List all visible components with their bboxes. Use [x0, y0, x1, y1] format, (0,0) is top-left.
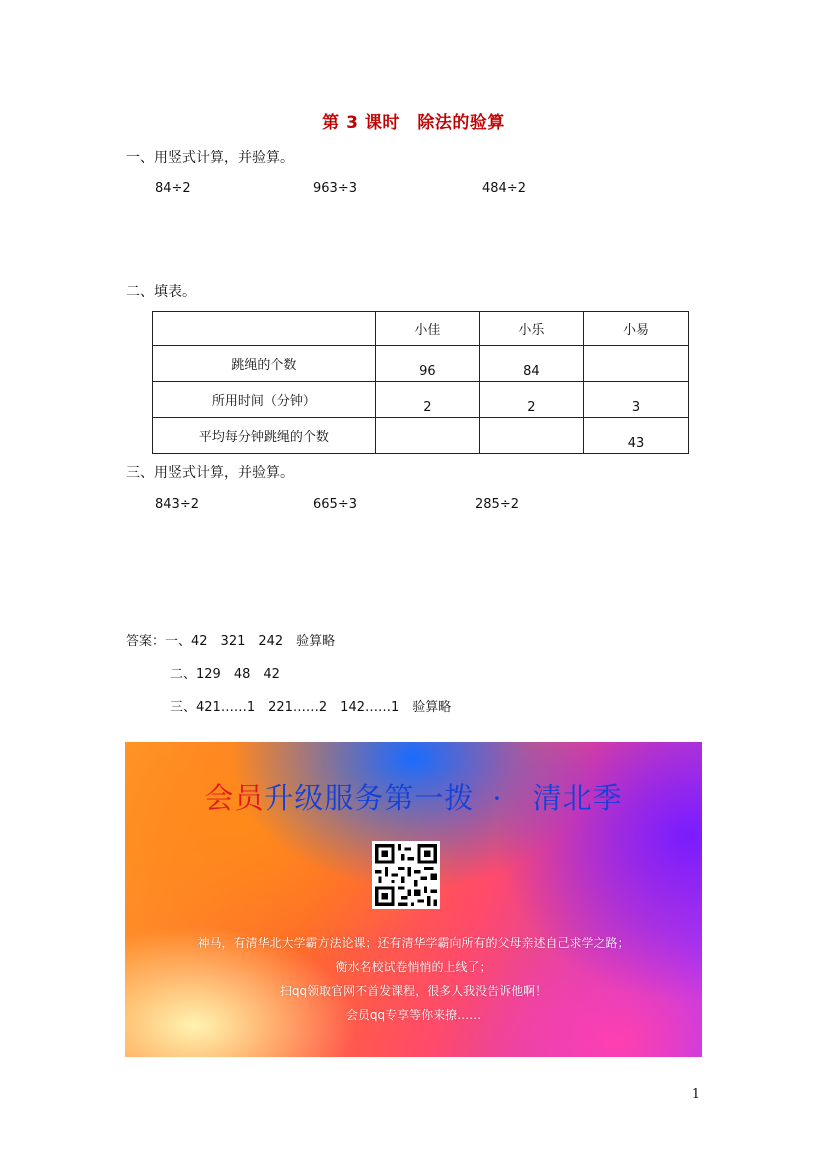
- row-label: 平均每分钟跳绳的个数: [153, 418, 376, 454]
- problem-3-2: 665÷3: [313, 497, 357, 512]
- section-2-heading: 二、填表。: [126, 284, 196, 300]
- qr-code-icon[interactable]: [372, 841, 440, 909]
- banner-title: [125, 776, 702, 817]
- answer-line-3: 三、421……1 221……2 142……1 验算略: [170, 700, 452, 715]
- problem-1-3: 484÷2: [482, 181, 526, 196]
- page-title: 第 3 课时 除法的验算: [322, 113, 505, 133]
- banner-line-2: 衡水名校试卷悄悄的上线了；: [335, 960, 492, 974]
- table-header-xiaoyi: 小易: [583, 312, 688, 346]
- section-3-heading: 三、用竖式计算，并验算。: [126, 465, 294, 481]
- problem-3-3: 285÷2: [475, 497, 519, 512]
- table-cell: 2: [375, 382, 479, 418]
- table-cell: 84: [479, 346, 583, 382]
- section-1-heading: 一、用竖式计算，并验算。: [126, 150, 294, 166]
- banner-title-red: 会员: [204, 781, 265, 815]
- answer-line-1: 答案：一、42 321 242 验算略: [126, 634, 336, 649]
- banner-line-1: 神马，有清华北大学霸方法论课；还有清华学霸向所有的父母亲述自己求学之路；: [197, 936, 630, 950]
- promo-banner[interactable]: [125, 742, 702, 1057]
- row-label: 所用时间（分钟）: [153, 382, 376, 418]
- table-cell-blank: [583, 346, 688, 382]
- answer-line-2: 二、129 48 42: [170, 667, 280, 682]
- table-cell: 96: [375, 346, 479, 382]
- banner-title-blue: 升级服务第一拨: [264, 781, 475, 815]
- data-table: [152, 311, 689, 454]
- table-row: [153, 418, 689, 454]
- table-cell: 43: [583, 418, 688, 454]
- row-label: 跳绳的个数: [153, 346, 376, 382]
- problem-1-2: 963÷3: [313, 181, 357, 196]
- table-header-xiaojia: 小佳: [375, 312, 479, 346]
- table-cell-blank: [479, 418, 583, 454]
- table-cell: 2: [479, 382, 583, 418]
- table-cell: [153, 312, 376, 346]
- banner-line-3: 扫qq领取官网不首发课程，很多人我没告诉他啊！: [279, 984, 548, 998]
- banner-line-4: 会员qq专享等你来撩……: [345, 1008, 482, 1022]
- problem-3-1: 843÷2: [155, 497, 199, 512]
- page-number: 1: [691, 1087, 700, 1102]
- table-cell: 3: [583, 382, 688, 418]
- problem-1-1: 84÷2: [155, 181, 191, 196]
- banner-title-tail: · 清北季: [492, 781, 623, 815]
- table-row: [153, 346, 689, 382]
- table-row: [153, 382, 689, 418]
- table-header-row: [153, 312, 689, 346]
- table-header-xiaole: 小乐: [479, 312, 583, 346]
- table-cell-blank: [375, 418, 479, 454]
